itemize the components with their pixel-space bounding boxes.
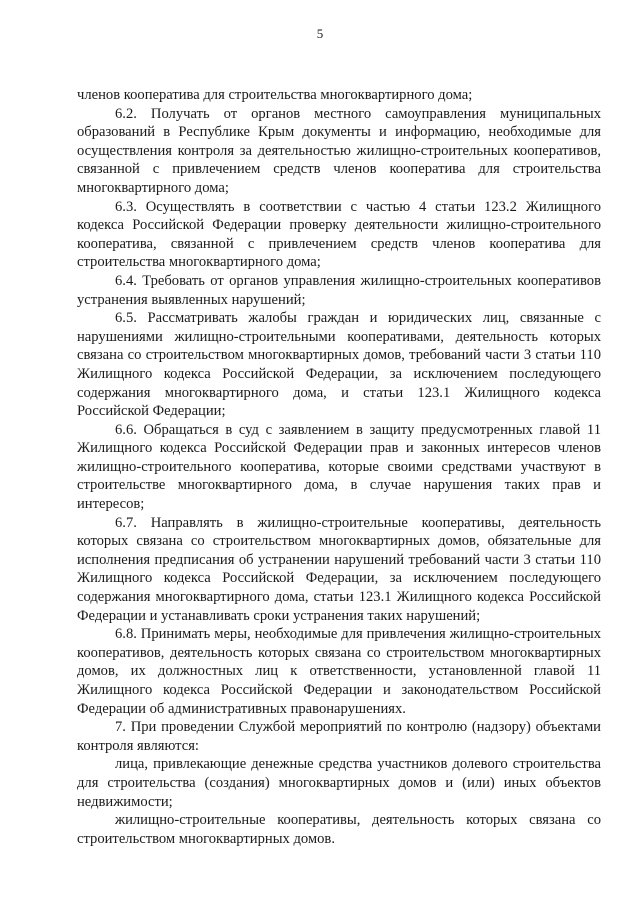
paragraph-6-2: 6.2. Получать от органов местного самоуправления муниципальных образований в Республике Крым документы и информацию, необходимые для осуществления контроля за деятельностью жилищно-строительных кооперативов, связанной с привлечением средств членов кооператива для строительства многоквартирного дома; [77,105,601,196]
paragraph-6-5: 6.5. Рассматривать жалобы граждан и юридических лиц, связанные с нарушениями жилищно-строительными кооперативами, деятельность которых связана со строительством многоквартирных домов, требований части 3 статьи 110 Жилищного кодекса Российской Федерации, за исключением последующего содержания многоквартирного дома, и статьи 123.1 Жилищного кодекса Российской Федерации; [77,310,601,420]
paragraph-6-3: 6.3. Осуществлять в соответствии с частью 4 статьи 123.2 Жилищного кодекса Российской Федерации проверку деятельности жилищно-строительного кооператива, связанной с привлечением средств членов кооператива для строительства многоквартирного дома; [77,198,601,271]
paragraph-7-item-2: жилищно-строительные кооперативы, деятельность которых связана со строительством многоквартирных домов. [77,812,601,847]
paragraph-6-4: 6.4. Требовать от органов управления жилищно-строительных кооперативов устранения выявленных нарушений; [77,272,601,308]
paragraph-7-item-1: лица, привлекающие денежные средства участников долевого строительства для строительства (создания) многоквартирных домов и (или) иных объектов недвижимости; [77,756,601,810]
paragraph-6-7: 6.7. Направлять в жилищно-строительные кооперативы, деятельность которых связана со строительством многоквартирных домов, обязательные для исполнения предписания об устранении нарушений требований части 3 статьи 110 Жилищного кодекса Российской Федерации, за исключением последующего содержания многоквартирного дома, статьи 123.1 Жилищного кодекса Российской Федерации и устанавливать сроки устранения таких нарушений; [77,514,601,624]
page-number: 5 [316,26,324,41]
paragraph-6-6: 6.6. Обращаться в суд с заявлением в защиту предусмотренных главой 11 Жилищного кодекса Российской Федерации прав и законных интересов членов жилищно-строительного кооператива, которые своими средствами участвуют в строительстве многоквартирного дома, в случае нарушения таких прав и интересов; [77,421,601,513]
paragraph-7: 7. При проведении Службой мероприятий по контролю (надзору) объектами контроля являются: [77,719,601,754]
paragraph-continuation: членов кооператива для строительства многоквартирного дома; [77,87,473,103]
paragraph-6-8: 6.8. Принимать меры, необходимые для привлечения жилищно-строительных кооперативов, деятельность которых связана со строительством многоквартирных домов, их должностных лиц к ответственности, установленной главой 11 Жилищного кодекса Российской Федерации и законодательством Российской Федерации об административных правонарушениях. [77,626,601,717]
document-body [77,86,601,848]
